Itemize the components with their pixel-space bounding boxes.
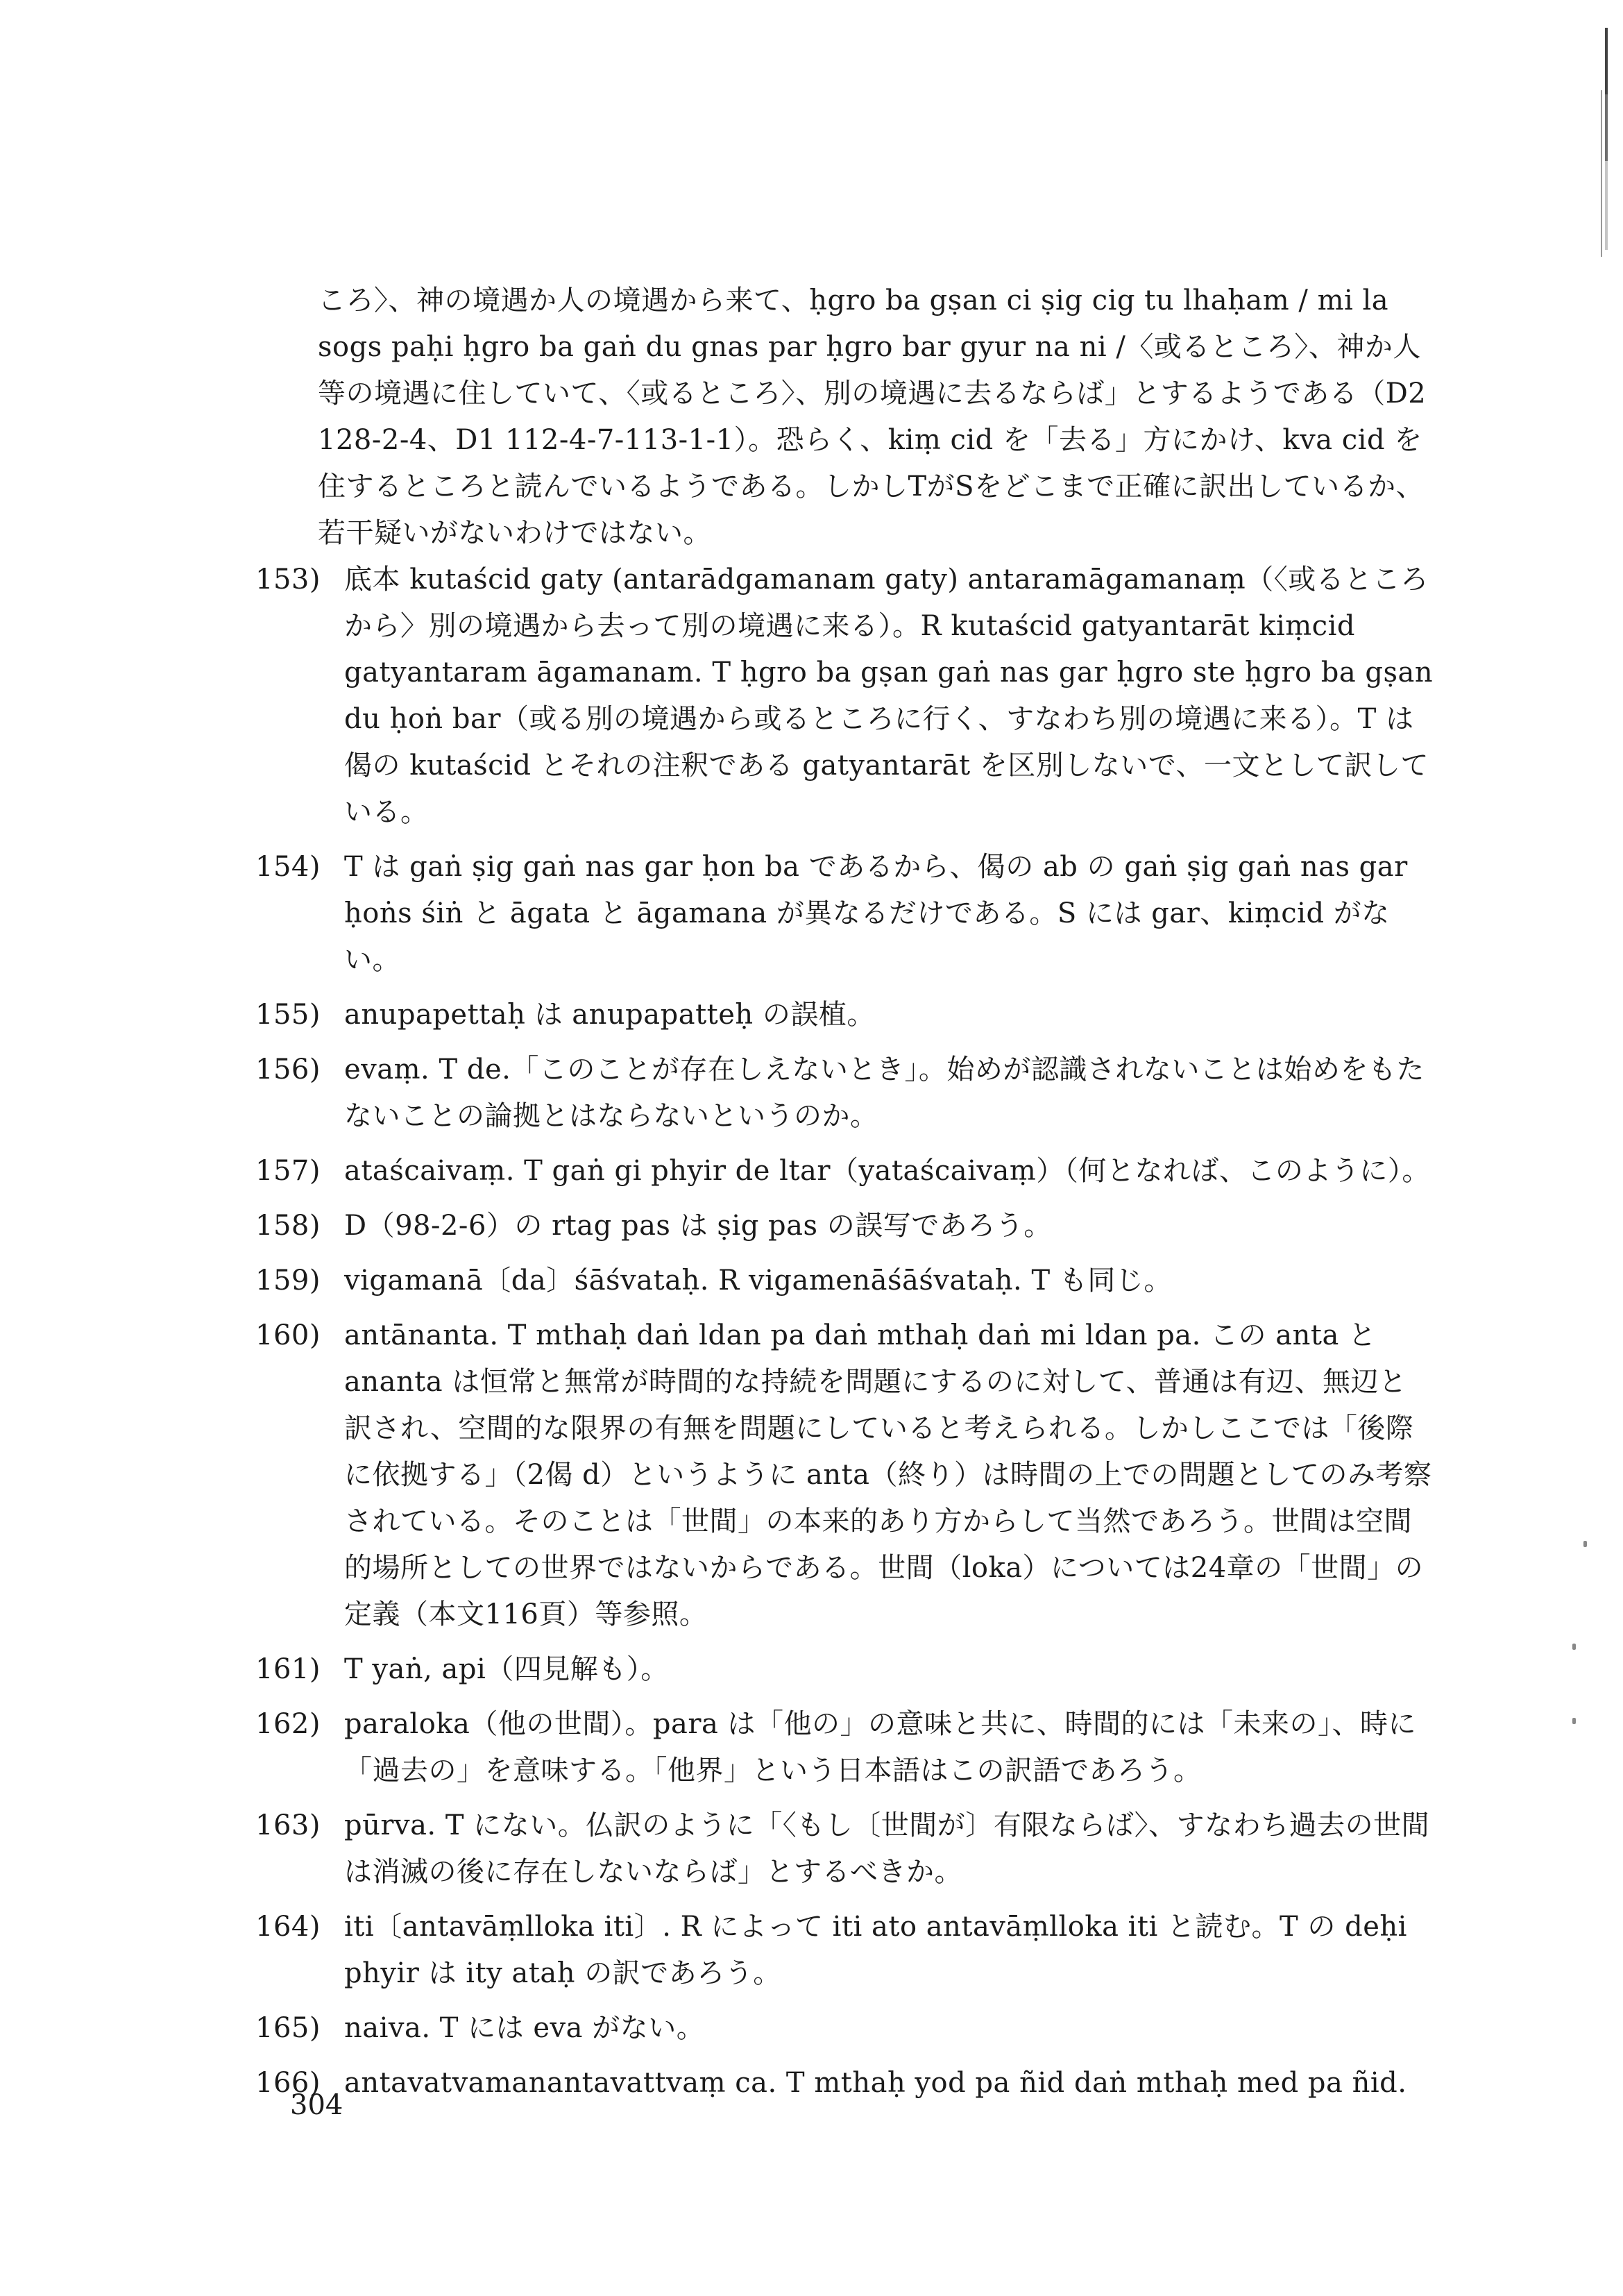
footnote-number: 157): [255, 1155, 321, 1187]
footnote-text: vigamanā〔da〕śāśvataḥ. R vigamenāśāśvataḥ. T も同じ。: [344, 1265, 1172, 1297]
footnote-text: pūrva. T にない。仏訳のように「〈もし〔世間が〕有限ならば〉、すなわち過去の世間は消滅の後に存在しないならば」とするべきか。: [344, 1809, 1430, 1888]
footnote-text: iti〔antavāṃlloka iti〕. R によって iti ato antavāṃlloka iti と読む。T の deḥi phyir は ity ataḥ の訳であろう。: [344, 1911, 1407, 1989]
footnote-text: antavatvamanantavattvaṃ ca. T mthaḥ yod pa ñid daṅ mthaḥ med pa ñid.: [344, 2067, 1407, 2099]
footnote-number: 158): [255, 1210, 321, 1242]
footnote-number: 156): [255, 1054, 321, 1086]
scan-speck: [1572, 1644, 1576, 1650]
footnote: [255, 557, 1435, 836]
footnote: [255, 1701, 1435, 1794]
footnote-text: T yaṅ, api（四見解も）。: [344, 1653, 669, 1685]
footnote: [255, 2060, 1435, 2107]
footnote-number: 154): [255, 851, 321, 883]
footnote-text: 底本 kutaścid gaty (antarādgamanam gaty) antaramāgamanaṃ（〈或るところから〉別の境遇から去って別の境遇に来る）。R kutaścid gatyantarāt kiṃcid gatyantaram āgamanam. T ḥgro ba gṣan gaṅ nas gar ḥgro ste ḥgro ba gṣan du ḥoṅ bar（或る別の境遇から或るところに行く、すなわち別の境遇に来る）。T は偈の kutaścid とそれの注釈である gatyantarāt を区別しないで、一文として訳している。: [344, 564, 1434, 828]
footnote-number: 165): [255, 2012, 321, 2044]
page-number: 304: [290, 2089, 343, 2121]
note-continuation: ころ〉、神の境遇か人の境遇から来て、ḥgro ba gṣan ci ṣig cig tu lhaḥam / mi la sogs paḥi ḥgro ba gaṅ du gnas par ḥgro bar gyur na ni /〈或るところ〉、神か人等の境遇に住していて、〈或るところ〉、別の境遇に去るならば」とするようである（D2 128-2-4、D1 112-4-7-113-1-1）。恐らく、kiṃ cid を「去る」方にかけ、kva cid を住するところと読んでいるようである。しかしTがSをどこまで正確に訳出しているか、若干疑いがないわけではない。: [318, 285, 1427, 549]
footnote-number: 160): [255, 1319, 321, 1351]
footnote: [255, 1803, 1435, 1896]
scan-speck: [1583, 1541, 1587, 1547]
footnote-number: 153): [255, 564, 321, 596]
footnote-number: 164): [255, 1911, 321, 1943]
scan-edge-mark: [1605, 28, 1608, 250]
scan-edge-line: [1601, 90, 1602, 257]
footnote-text: anupapettaḥ は anupapatteḥ の誤植。: [344, 999, 875, 1031]
footnote-text: naiva. T には eva がない。: [344, 2012, 705, 2044]
footnote: [255, 1312, 1435, 1638]
footnote-number: 163): [255, 1809, 321, 1841]
footnote-text: antānanta. T mthaḥ daṅ ldan pa daṅ mthaḥ daṅ mi ldan pa. この anta と ananta は恒常と無常が時間的な持続を問題にするのに対して、普通は有辺、無辺と訳され、空間的な限界の有無を問題にしていると考えられる。しかしここでは「後際に依拠する」（2偈 d）というように anta（終り）は時間の上での問題としてのみ考察されている。そのことは「世間」の本来的あり方からして当然であろう。世間は空間的場所としての世界ではないからである。世間（loka）については24章の「世間」の定義（本文116頁）等参照。: [344, 1319, 1432, 1630]
footnote-text: D（98-2-6）の rtag pas は ṣig pas の誤写であろう。: [344, 1210, 1052, 1242]
footnote-number: 155): [255, 999, 321, 1031]
footnote-number: 166): [255, 2067, 321, 2099]
footnote: [255, 1203, 1435, 1249]
footnote: [255, 992, 1435, 1038]
footnote: [255, 1258, 1435, 1304]
footnote: [255, 1148, 1435, 1195]
footnote-number: 161): [255, 1653, 321, 1685]
footnote-text: T は gaṅ ṣig gaṅ nas gar ḥon ba であるから、偈の ab の gaṅ ṣig gaṅ nas gar ḥoṅs śiṅ と āgata と āgamana が異なるだけである。S には gar、kiṃcid がない。: [344, 851, 1408, 976]
footnote-text: ataścaivaṃ. T gaṅ gi phyir de ltar（yataścaivaṃ）（何となれば、このように）。: [344, 1155, 1430, 1187]
footnote: [255, 1904, 1435, 1997]
footnote: [255, 1646, 1435, 1693]
footnote-number: 159): [255, 1265, 321, 1297]
footnote-text: paraloka（他の世間）。para は「他の」の意味と共に、時間的には「未来の」、時に「過去の」を意味する。「他界」という日本語はこの訳語であろう。: [344, 1708, 1417, 1787]
scan-speck: [1572, 1718, 1576, 1724]
footnote: [255, 844, 1435, 984]
footnote-text: evaṃ. T de.「このことが存在しえないとき」。始めが認識されないことは始めをもたないことの論拠とはならないというのか。: [344, 1054, 1425, 1132]
notes-body: [255, 278, 1435, 2115]
footnote: [255, 1047, 1435, 1140]
footnote-number: 162): [255, 1708, 321, 1740]
footnote: [255, 2005, 1435, 2052]
